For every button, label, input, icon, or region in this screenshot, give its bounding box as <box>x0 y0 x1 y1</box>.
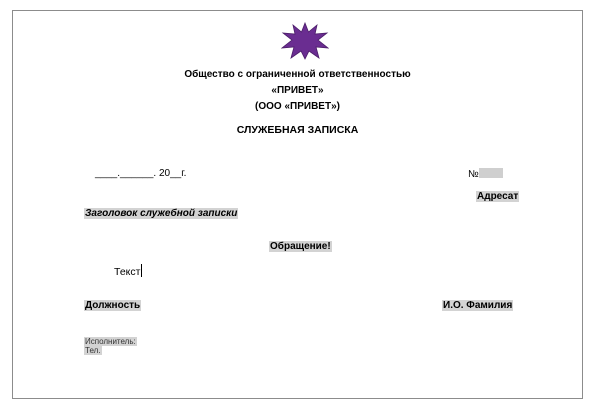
executor-label[interactable]: Исполнитель: <box>85 337 136 346</box>
document-page <box>12 10 583 399</box>
org-abbreviation: (ООО «ПРИВЕТ») <box>255 101 340 112</box>
text-cursor <box>141 264 142 277</box>
org-short-name: «ПРИВЕТ» <box>271 85 324 96</box>
phone-label[interactable]: Тел. <box>85 346 101 355</box>
number-label: № <box>468 169 479 180</box>
star-burst-icon <box>281 22 329 60</box>
signature-name-field[interactable]: И.О. Фамилия <box>443 300 513 311</box>
number-field[interactable] <box>468 168 503 180</box>
date-field[interactable]: ____.______. 20__г. <box>95 168 187 179</box>
number-blank[interactable] <box>479 168 503 178</box>
org-full-name: Общество с ограниченной ответственностью <box>184 69 411 80</box>
salutation-line[interactable]: Обращение! <box>270 241 331 252</box>
document-type-title: СЛУЖЕБНАЯ ЗАПИСКА <box>236 124 359 136</box>
subject-heading[interactable]: Заголовок служебной записки <box>85 208 238 219</box>
addressee-field[interactable]: Адресат <box>477 191 519 202</box>
position-field[interactable]: Должность <box>85 300 141 311</box>
body-text: Текст <box>114 266 141 278</box>
body-text-area[interactable] <box>114 264 142 278</box>
